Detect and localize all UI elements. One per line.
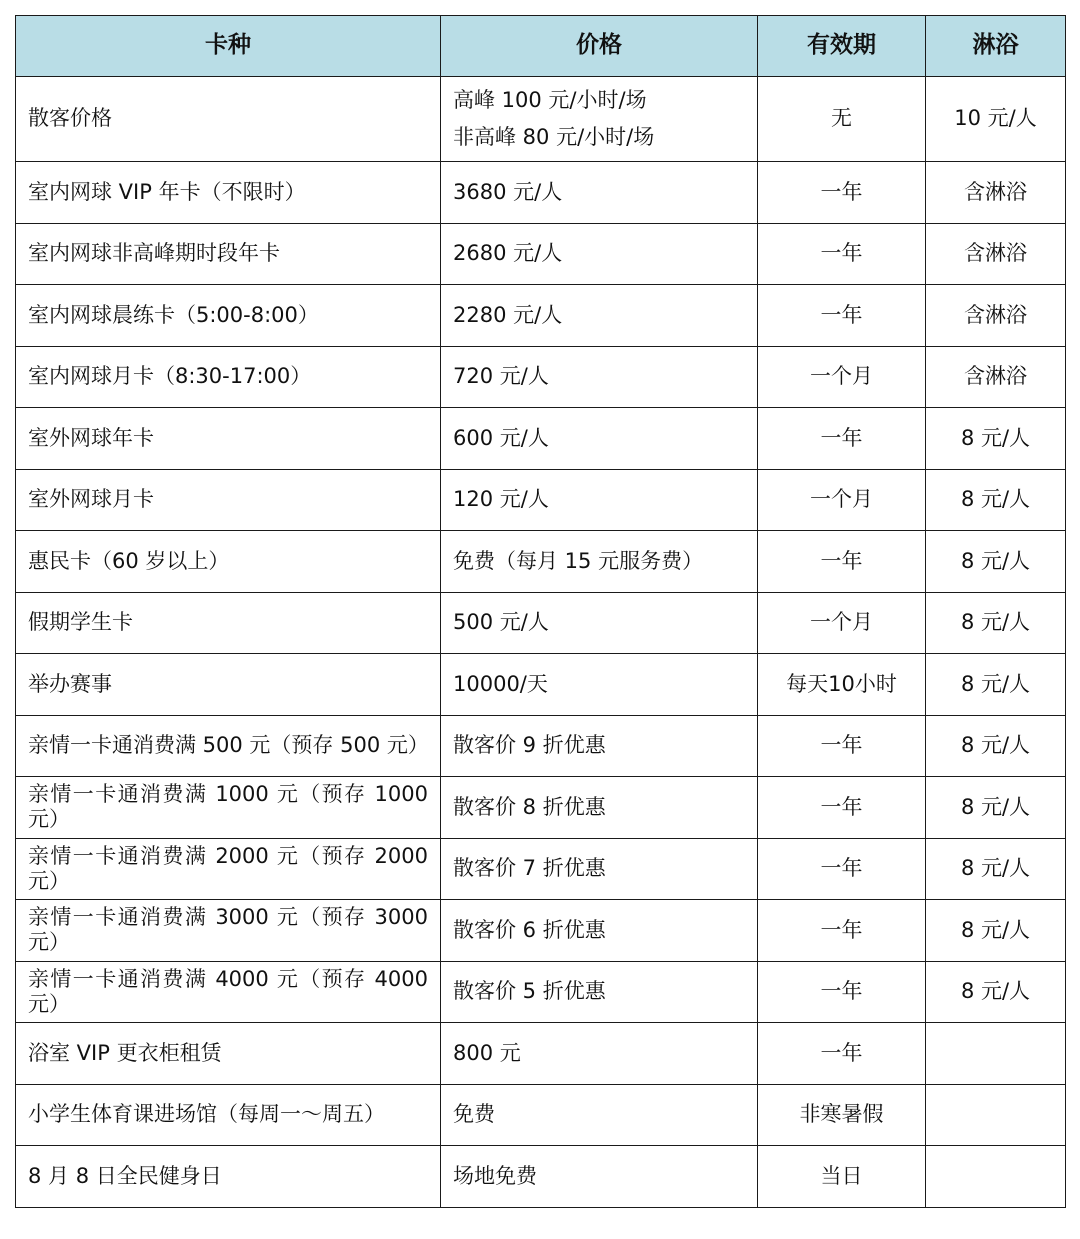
table-row bbox=[16, 1084, 1066, 1146]
cell-validity: 一年 bbox=[758, 408, 926, 470]
cell-shower: 8 元/人 bbox=[926, 531, 1066, 593]
cell-price: 3680 元/人 bbox=[441, 162, 758, 224]
cell-card-type: 惠民卡（60 岁以上） bbox=[16, 531, 441, 593]
cell-shower: 8 元/人 bbox=[926, 654, 1066, 716]
cell-card-type: 假期学生卡 bbox=[16, 592, 441, 654]
cell-price: 散客价 6 折优惠 bbox=[441, 900, 758, 962]
table-row bbox=[16, 654, 1066, 716]
table-row bbox=[16, 1023, 1066, 1085]
cell-shower: 8 元/人 bbox=[926, 592, 1066, 654]
cell-shower: 8 元/人 bbox=[926, 777, 1066, 839]
cell-shower: 含淋浴 bbox=[926, 346, 1066, 408]
cell-shower bbox=[926, 1146, 1066, 1208]
cell-card-type: 室外网球年卡 bbox=[16, 408, 441, 470]
cell-validity: 一年 bbox=[758, 1023, 926, 1085]
table-row bbox=[16, 900, 1066, 962]
cell-shower: 8 元/人 bbox=[926, 408, 1066, 470]
table-row bbox=[16, 408, 1066, 470]
table-row bbox=[16, 777, 1066, 839]
table-row bbox=[16, 531, 1066, 593]
cell-card-type: 小学生体育课进场馆（每周一～周五） bbox=[16, 1084, 441, 1146]
price-line-peak: 高峰 100 元/小时/场 bbox=[453, 88, 647, 112]
cell-price: 免费（每月 15 元服务费） bbox=[441, 531, 758, 593]
price-line-offpeak: 非高峰 80 元/小时/场 bbox=[453, 125, 655, 149]
cell-price: 600 元/人 bbox=[441, 408, 758, 470]
cell-validity: 一个月 bbox=[758, 592, 926, 654]
cell-shower: 含淋浴 bbox=[926, 162, 1066, 224]
cell-validity: 一个月 bbox=[758, 346, 926, 408]
table-row bbox=[16, 77, 1066, 162]
cell-shower: 8 元/人 bbox=[926, 715, 1066, 777]
cell-shower: 含淋浴 bbox=[926, 223, 1066, 285]
table-row bbox=[16, 346, 1066, 408]
cell-price: 散客价 8 折优惠 bbox=[441, 777, 758, 839]
table-row bbox=[16, 162, 1066, 224]
cell-validity: 一个月 bbox=[758, 469, 926, 531]
table-row bbox=[16, 1146, 1066, 1208]
cell-card-type: 室内网球月卡（8:30-17:00） bbox=[16, 346, 441, 408]
cell-card-type: 室内网球 VIP 年卡（不限时） bbox=[16, 162, 441, 224]
cell-card-type: 亲情一卡通消费满 4000 元（预存 4000 元） bbox=[16, 961, 441, 1023]
cell-price: 720 元/人 bbox=[441, 346, 758, 408]
cell-card-type: 浴室 VIP 更衣柜租赁 bbox=[16, 1023, 441, 1085]
cell-price: 2280 元/人 bbox=[441, 285, 758, 347]
cell-price: 散客价 5 折优惠 bbox=[441, 961, 758, 1023]
cell-price: 120 元/人 bbox=[441, 469, 758, 531]
cell-validity: 无 bbox=[758, 77, 926, 162]
cell-card-type: 8 月 8 日全民健身日 bbox=[16, 1146, 441, 1208]
cell-validity: 一年 bbox=[758, 715, 926, 777]
cell-validity: 一年 bbox=[758, 777, 926, 839]
cell-price bbox=[441, 77, 758, 162]
header-row bbox=[16, 16, 1066, 77]
cell-price: 800 元 bbox=[441, 1023, 758, 1085]
cell-card-type: 亲情一卡通消费满 2000 元（预存 2000 元） bbox=[16, 838, 441, 900]
cell-price: 2680 元/人 bbox=[441, 223, 758, 285]
cell-price: 10000/天 bbox=[441, 654, 758, 716]
cell-card-type: 室内网球非高峰期时段年卡 bbox=[16, 223, 441, 285]
cell-price: 免费 bbox=[441, 1084, 758, 1146]
cell-card-type: 室外网球月卡 bbox=[16, 469, 441, 531]
header-price: 价格 bbox=[441, 16, 758, 77]
cell-card-type: 亲情一卡通消费满 500 元（预存 500 元） bbox=[16, 715, 441, 777]
header-shower: 淋浴 bbox=[926, 16, 1066, 77]
cell-validity: 一年 bbox=[758, 223, 926, 285]
cell-validity: 一年 bbox=[758, 285, 926, 347]
cell-shower: 8 元/人 bbox=[926, 469, 1066, 531]
cell-validity: 当日 bbox=[758, 1146, 926, 1208]
table-row bbox=[16, 715, 1066, 777]
cell-price: 散客价 7 折优惠 bbox=[441, 838, 758, 900]
table-row bbox=[16, 285, 1066, 347]
cell-card-type: 散客价格 bbox=[16, 77, 441, 162]
cell-validity: 一年 bbox=[758, 162, 926, 224]
cell-price: 场地免费 bbox=[441, 1146, 758, 1208]
table-row bbox=[16, 838, 1066, 900]
cell-card-type: 举办赛事 bbox=[16, 654, 441, 716]
cell-validity: 一年 bbox=[758, 531, 926, 593]
cell-validity: 一年 bbox=[758, 900, 926, 962]
cell-price: 500 元/人 bbox=[441, 592, 758, 654]
cell-card-type: 亲情一卡通消费满 1000 元（预存 1000 元） bbox=[16, 777, 441, 839]
cell-card-type: 室内网球晨练卡（5:00-8:00） bbox=[16, 285, 441, 347]
cell-shower: 8 元/人 bbox=[926, 838, 1066, 900]
cell-shower: 含淋浴 bbox=[926, 285, 1066, 347]
cell-card-type: 亲情一卡通消费满 3000 元（预存 3000 元） bbox=[16, 900, 441, 962]
cell-shower bbox=[926, 1084, 1066, 1146]
cell-validity: 一年 bbox=[758, 838, 926, 900]
header-card-type: 卡种 bbox=[16, 16, 441, 77]
pricing-table bbox=[15, 15, 1066, 1208]
table-row bbox=[16, 592, 1066, 654]
cell-shower bbox=[926, 1023, 1066, 1085]
cell-shower: 10 元/人 bbox=[926, 77, 1066, 162]
cell-validity: 一年 bbox=[758, 961, 926, 1023]
table-row bbox=[16, 223, 1066, 285]
header-validity: 有效期 bbox=[758, 16, 926, 77]
table-row bbox=[16, 469, 1066, 531]
cell-validity: 每天10小时 bbox=[758, 654, 926, 716]
table-row bbox=[16, 961, 1066, 1023]
cell-shower: 8 元/人 bbox=[926, 961, 1066, 1023]
cell-validity: 非寒暑假 bbox=[758, 1084, 926, 1146]
cell-price: 散客价 9 折优惠 bbox=[441, 715, 758, 777]
cell-shower: 8 元/人 bbox=[926, 900, 1066, 962]
